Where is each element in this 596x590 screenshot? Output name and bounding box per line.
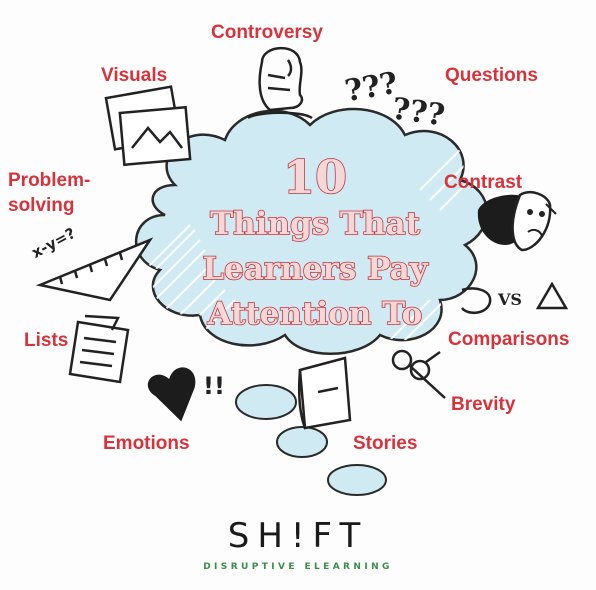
label-problem-solving-2: solving xyxy=(8,195,75,216)
title-line-1: Things That xyxy=(210,206,420,242)
title-line-2: Learners Pay xyxy=(202,251,428,287)
label-comparisons: Comparisons xyxy=(448,329,570,350)
theater-masks-icon xyxy=(478,192,556,250)
question-marks-icon: ??? xyxy=(342,65,401,110)
checklist-icon xyxy=(70,316,128,382)
equation-text: x-y=? xyxy=(28,224,79,262)
label-lists: Lists xyxy=(24,330,69,351)
label-controversy: Controversy xyxy=(211,22,323,43)
heart-icon xyxy=(145,365,203,427)
brand-logo: SH!FT xyxy=(227,516,369,556)
label-visuals: Visuals xyxy=(101,65,168,86)
pictures-icon xyxy=(106,87,190,165)
brand-tagline: DISRUPTIVE ELEARNING xyxy=(203,562,393,572)
question-marks-icon-2: ??? xyxy=(389,91,447,134)
book-icon xyxy=(299,358,350,428)
label-brevity: Brevity xyxy=(451,394,516,415)
title-number: 10 xyxy=(282,150,347,204)
title-line-3: Attention To xyxy=(207,296,423,332)
label-problem-solving-1: Problem- xyxy=(8,170,91,191)
label-stories: Stories xyxy=(353,433,418,454)
label-contrast: Contrast xyxy=(444,172,523,193)
thinker-bust-icon xyxy=(248,48,312,118)
vs-text: VS xyxy=(498,290,522,309)
label-questions: Questions xyxy=(445,65,538,86)
scissors-icon xyxy=(393,351,445,398)
exclamation-marks: !! xyxy=(203,372,225,400)
label-emotions: Emotions xyxy=(103,433,190,454)
